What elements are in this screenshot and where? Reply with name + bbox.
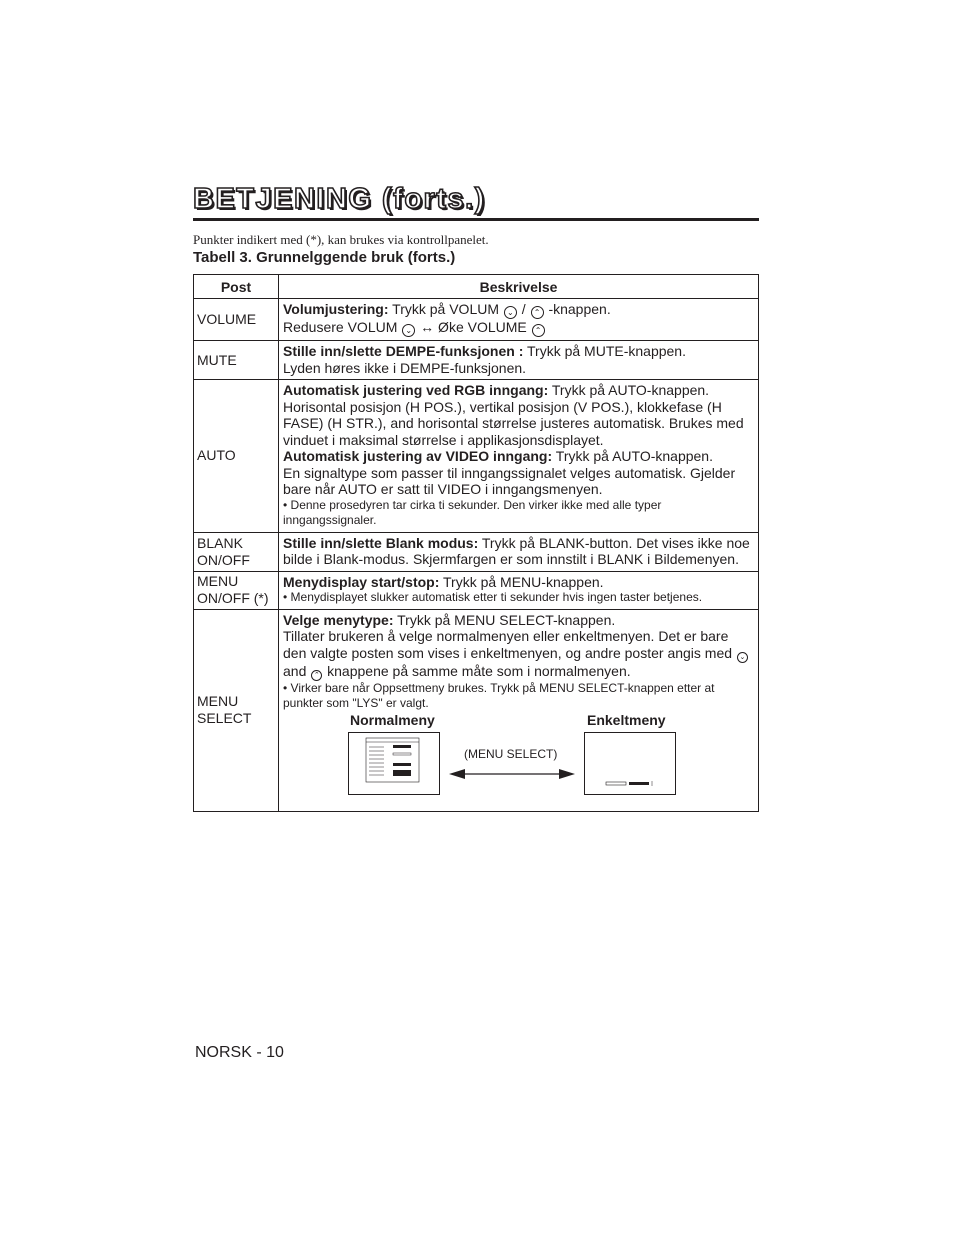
post-menu-line2: ON/OFF (*) — [197, 590, 269, 606]
menu-select-text-2c: knappene på samme måte som i normalmenyen. — [323, 662, 631, 679]
operation-table — [193, 274, 759, 812]
menu-select-text-1: Trykk på MENU SELECT-knappen. — [393, 611, 616, 628]
menu-select-note: • Virker bare når Oppsettmeny brukes. Trykk på MENU SELECT-knappen etter at punkter som "LYS" er valgt. — [283, 680, 715, 710]
volume-text-2a: Redusere VOLUM — [283, 319, 402, 335]
panel-note: Punkter indikert med (*), kan brukes via kontrollpanelet. — [193, 232, 489, 247]
header-post: Post — [194, 275, 279, 299]
auto-text-4: En signaltype som passer til inngangssignalet velges automatisk. Gjelder bare når AUTO er satt til VIDEO i inngangsmenyen. — [283, 464, 736, 497]
desc-blank — [279, 532, 759, 571]
volume-up-icon: ⌃ — [532, 324, 545, 337]
mute-heading: Stille inn/slette DEMPE-funksjonen : — [283, 343, 524, 359]
post-menu-select-line1: MENU — [197, 693, 239, 709]
menu-text-1: Trykk på MENU-knappen. — [439, 573, 604, 590]
double-arrow-icon — [449, 767, 575, 781]
volume-text-2b: ↔ Øke VOLUME — [416, 319, 531, 335]
table-row-blank — [194, 532, 759, 571]
post-blank-line1: BLANK — [197, 534, 243, 551]
volume-down-icon: ⌄ — [504, 306, 517, 319]
single-menu-thumbnail — [585, 733, 675, 794]
volume-text-1c: -knappen. — [544, 301, 611, 317]
table-caption: Tabell 3. Grunnelggende bruk (forts.) — [193, 249, 456, 266]
post-menu-line1: MENU — [197, 573, 239, 589]
table-row-menu-select — [194, 609, 759, 811]
post-menu — [194, 571, 279, 609]
table-row-menu — [194, 571, 759, 609]
auto-text-3: Trykk på AUTO-knappen. — [552, 448, 713, 464]
menu-select-text-2b: and — [283, 662, 311, 679]
single-menu-screen — [584, 732, 676, 795]
post-menu-select-line2: SELECT — [197, 710, 252, 726]
desc-menu-select — [279, 609, 759, 811]
title-rule — [193, 218, 759, 221]
menu-select-text-2a: Tillater brukeren å velge normalmenyen eller enkeltmenyen. Det er bare den valgte posten som vises i enkeltmenyen, og andre poster angis med — [283, 628, 736, 661]
volume-text-1b: / — [517, 301, 530, 317]
menu-select-diagram — [283, 712, 754, 808]
normal-menu-thumbnail — [349, 733, 439, 794]
down-icon: ⌄ — [737, 652, 748, 663]
desc-menu — [279, 571, 759, 609]
mute-text-2: Lyden høres ikke i DEMPE-funksjonen. — [283, 359, 527, 376]
volume-up-icon: ⌃ — [531, 306, 544, 319]
table-row-auto — [194, 380, 759, 533]
volume-text-1a: Trykk på VOLUM — [388, 301, 503, 317]
desc-volume — [279, 299, 759, 341]
post-blank-line2: ON/OFF — [197, 551, 250, 568]
volume-down-icon: ⌄ — [402, 324, 415, 337]
page-title: BETJENING (forts.) — [193, 183, 486, 215]
blank-heading: Stille inn/slette Blank modus: — [283, 534, 479, 551]
single-menu-label: Enkeltmeny — [587, 711, 666, 728]
blank-text-1: Trykk på BLANK-button. Det vises ikke noe bilde i Blank-modus. Skjermfargen er som innstilt i BLANK i Bildemenyen. — [283, 534, 750, 567]
post-mute: MUTE — [194, 341, 279, 380]
auto-video-heading: Automatisk justering av VIDEO inngang: — [283, 448, 553, 464]
volume-heading: Volumjustering: — [283, 301, 389, 317]
normal-menu-label: Normalmeny — [350, 711, 435, 728]
menu-select-heading: Velge menytype: — [283, 611, 394, 628]
header-description: Beskrivelse — [279, 275, 759, 299]
normal-menu-screen — [348, 732, 440, 795]
post-blank — [194, 532, 279, 571]
table-row-mute — [194, 341, 759, 380]
post-auto: AUTO — [194, 380, 279, 533]
auto-text-2: Horisontal posisjon (H POS.), vertikal posisjon (V POS.), klokkefase (H FASE) (H STR.), and horisontal størrelse justeres automatisk. Brukes med vinduet i maksimal størrelse i applikasjonsdisplayet. — [283, 398, 744, 448]
menu-note: • Menydisplayet slukker automatisk etter ti sekunder hvis ingen taster betjenes. — [283, 590, 703, 604]
auto-rgb-heading: Automatisk justering ved RGB inngang: — [283, 382, 549, 398]
menu-select-arrow-label: (MENU SELECT) — [464, 746, 558, 761]
desc-mute — [279, 341, 759, 380]
menu-heading: Menydisplay start/stop: — [283, 573, 440, 590]
table-header — [194, 275, 759, 299]
mute-text-1: Trykk på MUTE-knappen. — [523, 343, 686, 359]
page-footer: NORSK - 10 — [195, 1044, 284, 1061]
post-volume: VOLUME — [194, 299, 279, 341]
up-icon: ⌃ — [311, 670, 322, 681]
auto-text-1: Trykk på AUTO-knappen. — [548, 382, 710, 398]
table-row-volume — [194, 299, 759, 341]
auto-note: • Denne prosedyren tar cirka ti sekunder. Den virker ikke med alle typer inngangssignaler. — [283, 497, 662, 527]
post-menu-select — [194, 609, 279, 811]
desc-auto — [279, 380, 759, 533]
